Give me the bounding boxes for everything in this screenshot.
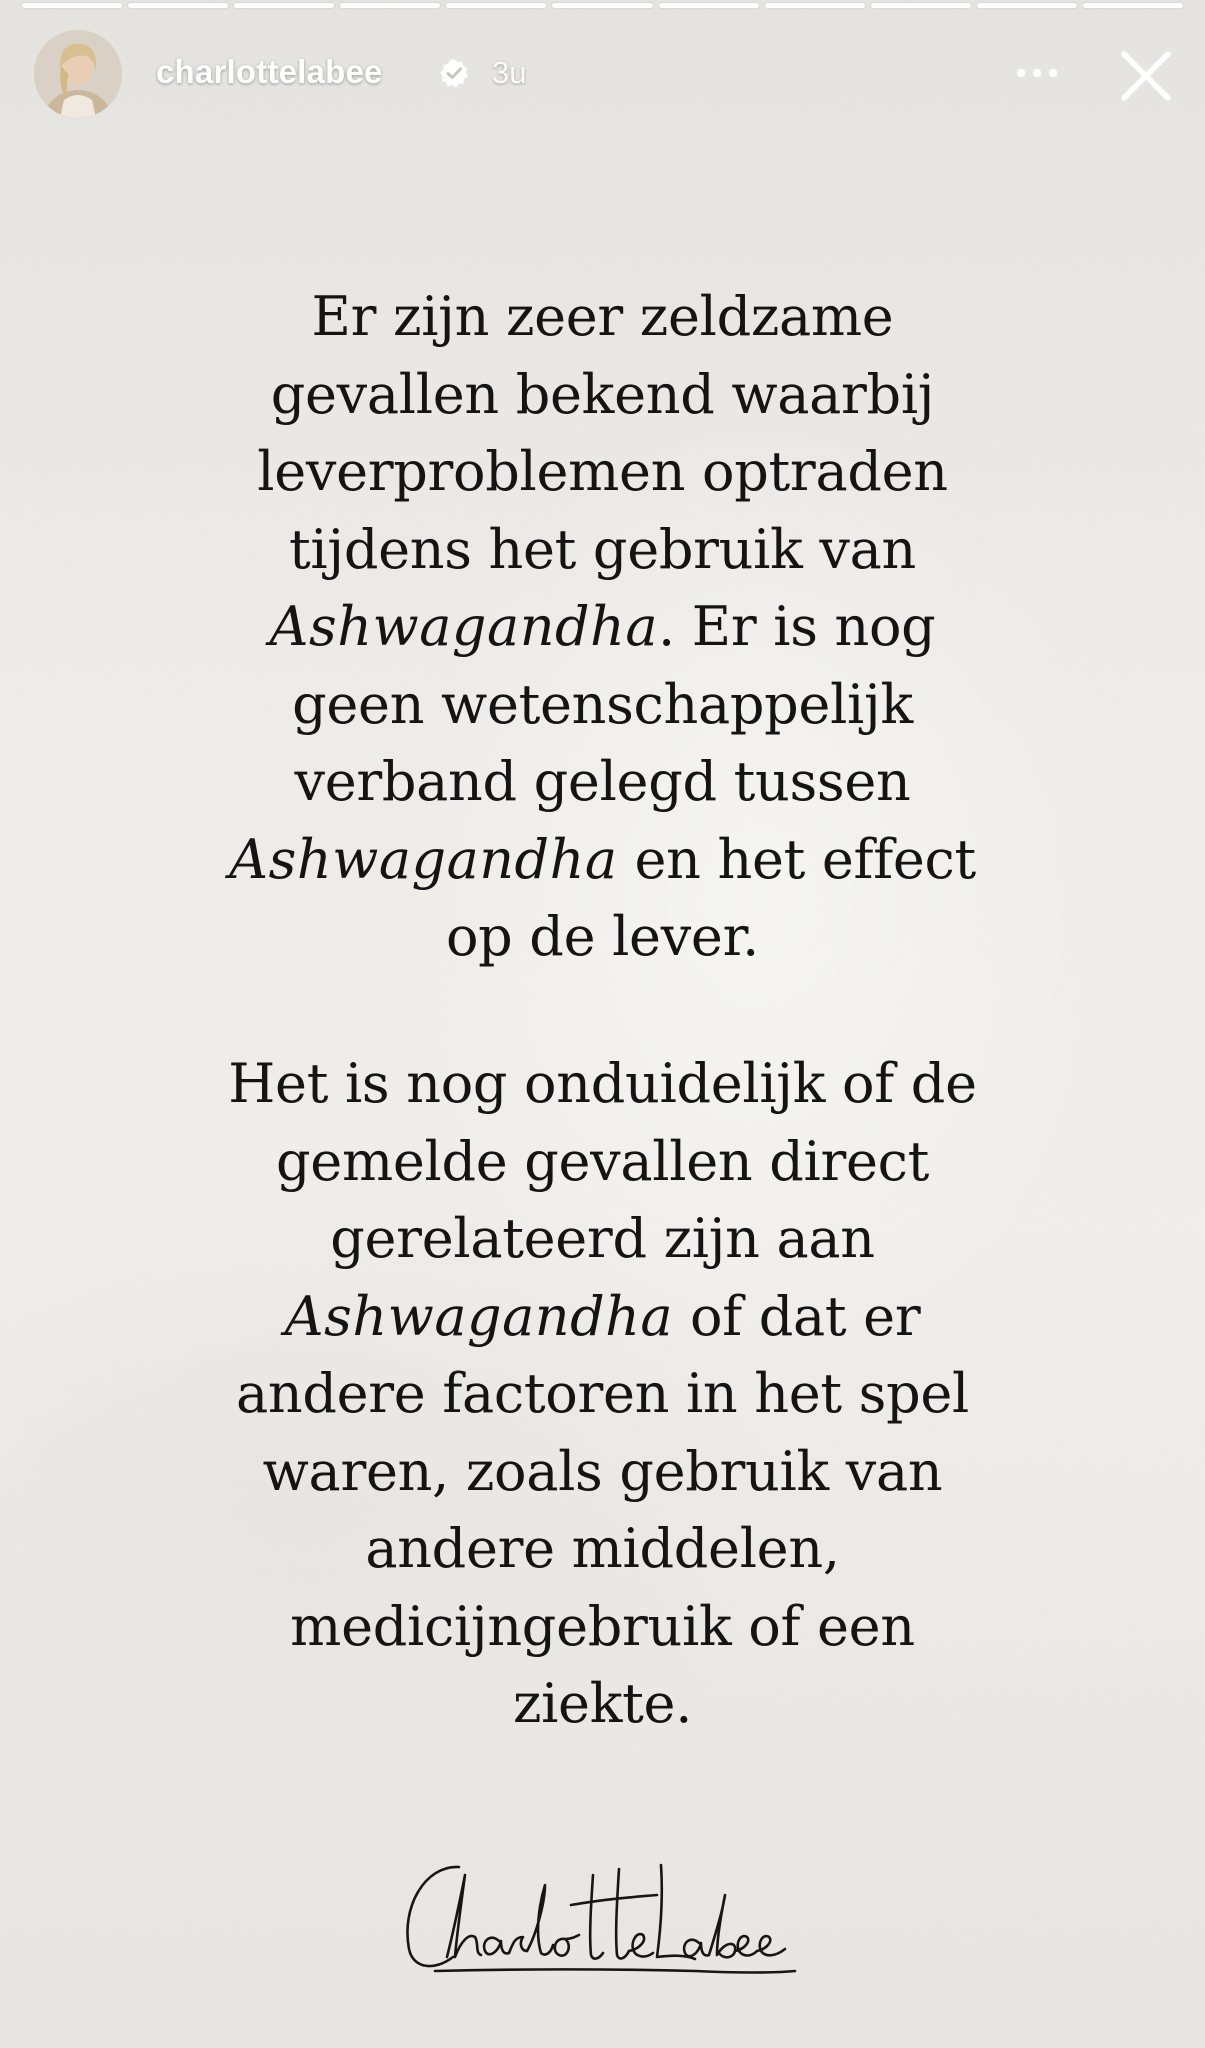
text-line: andere middelen,: [365, 1517, 840, 1580]
italic-term: Ashwagandha: [284, 1284, 674, 1348]
progress-segment: [871, 3, 971, 8]
text-line: [100, 821, 1105, 899]
text-line: medicijngebruik of een: [290, 1594, 915, 1658]
story-paragraph-1: [100, 278, 1105, 976]
text-line: Het is nog onduidelijk of de: [228, 1052, 977, 1115]
avatar[interactable]: [34, 30, 122, 118]
text-line: leverproblemen optraden: [257, 440, 948, 503]
text-line: gerelateerd zijn aan: [330, 1207, 875, 1270]
progress-segment: [446, 3, 546, 8]
text-fragment: en het effect: [617, 827, 976, 891]
progress-segment: [659, 3, 759, 8]
text-line: gemelde gevallen direct: [276, 1129, 929, 1193]
italic-term: Ashwagandha: [269, 595, 659, 658]
story-paragraph-2: [100, 1045, 1105, 1743]
progress-segment: [128, 3, 228, 8]
text-fragment: . Er is nog: [658, 595, 936, 658]
username[interactable]: charlottelabee: [156, 53, 383, 90]
progress-segment-active: [1083, 3, 1183, 8]
text-line: waren, zoals gebruik van: [262, 1439, 943, 1503]
post-time: 3u: [492, 55, 527, 90]
handwritten-signature: [395, 1845, 815, 1995]
text-line: [100, 588, 1105, 666]
text-line: verband gelegd tussen: [294, 750, 911, 813]
text-fragment: of dat er: [673, 1284, 921, 1348]
text-line: ziekte.: [512, 1672, 693, 1735]
story-header: [0, 26, 1205, 126]
more-dots-icon[interactable]: [1010, 58, 1064, 88]
close-icon[interactable]: [1116, 46, 1176, 106]
avatar-photo: [34, 30, 122, 118]
text-line: op de lever.: [445, 905, 760, 968]
progress-segment: [765, 3, 865, 8]
story-progress-bar: [22, 3, 1183, 8]
progress-segment: [234, 3, 334, 8]
text-line: gevallen bekend waarbij: [270, 362, 935, 426]
text-line: andere factoren in het spel: [235, 1362, 969, 1425]
text-line: tijdens het gebruik van: [289, 517, 916, 581]
progress-segment: [22, 3, 122, 8]
verified-badge-icon: [438, 57, 470, 89]
progress-segment: [340, 3, 440, 8]
italic-term: Ashwagandha: [229, 827, 618, 891]
progress-segment: [977, 3, 1077, 8]
text-line: geen wetenschappelijk: [292, 672, 913, 736]
progress-segment: [552, 3, 652, 8]
text-line: Er zijn zeer zeldzame: [311, 285, 894, 348]
text-line: [100, 1278, 1105, 1356]
